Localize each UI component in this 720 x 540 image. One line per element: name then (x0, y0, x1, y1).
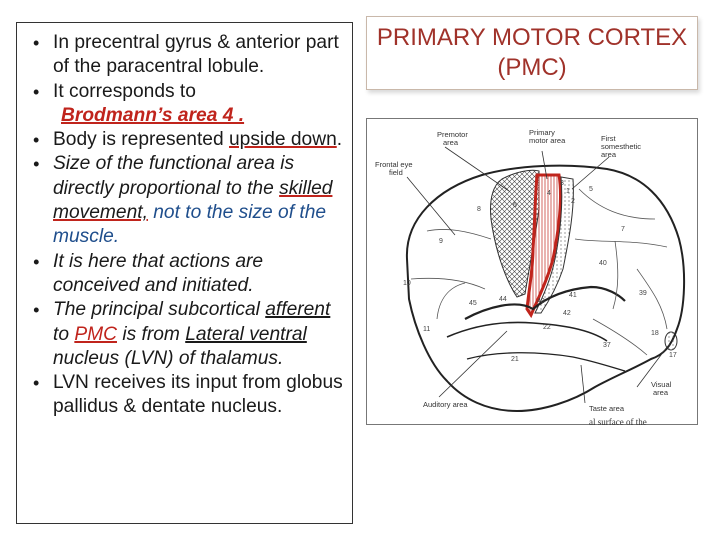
label-visual: Visual (651, 380, 672, 389)
bullet-item-afferent (27, 298, 346, 371)
label-frontal-eye: Frontal eye (375, 160, 413, 169)
slide-title-line1: PRIMARY MOTOR CORTEX (376, 24, 688, 51)
bullet-item-representation (27, 128, 346, 152)
label-first-somesthetic: First (601, 134, 616, 143)
bullet-item-brodmann (27, 80, 346, 129)
label-first-somesthetic-3: area (601, 150, 617, 159)
area-number: 39 (639, 290, 647, 297)
lateral-ventral-text: Lateral ventral (185, 323, 307, 345)
area-number: 6 (513, 202, 517, 209)
label-taste: Taste area (589, 404, 625, 413)
bullet-text: LVN receives its input from globus pallidus & dentate nucleus. (53, 372, 343, 418)
bullet-text: In precentral gyrus & anterior part of the paracentral lobule. (53, 32, 339, 78)
bullet-item-actions (27, 250, 346, 299)
label-primary-motor: Primary (529, 128, 555, 137)
pmc-text: PMC (74, 323, 117, 345)
area-number: 1 (566, 188, 570, 195)
brain-diagram-svg (367, 119, 699, 426)
area-number: 2 (571, 198, 575, 205)
bullet-text: to (53, 323, 75, 345)
bullet-item-lvn-input (27, 371, 346, 420)
area-number: 17 (669, 352, 677, 359)
bullet-item-size (27, 152, 346, 249)
bullet-text: The principal subcortical (53, 299, 266, 321)
area-number: 5 (589, 186, 593, 193)
upside-down-text: upside down (229, 129, 337, 151)
bullet-text: Body is represented (53, 129, 229, 151)
area-number: 8 (477, 206, 481, 213)
label-premotor-2: area (443, 138, 459, 147)
area-number: 43 (537, 298, 545, 305)
area-number: 41 (569, 292, 577, 299)
brain-diagram (366, 118, 698, 425)
area-number: 21 (511, 356, 519, 363)
label-visual-2: area (653, 388, 669, 397)
label-frontal-eye-2: field (389, 168, 403, 177)
brodmann-area-text: Brodmann’s area 4 . (61, 104, 245, 126)
bullet-text: It corresponds to (53, 80, 196, 102)
area-number: 7 (621, 226, 625, 233)
area-number: 42 (563, 310, 571, 317)
slide-title-box (366, 16, 698, 90)
area-number: 11 (423, 326, 431, 333)
area-number: 40 (599, 260, 607, 267)
bullet-text: nucleus (LVN) of thalamus. (53, 347, 284, 369)
area-number: 44 (499, 296, 507, 303)
afferent-text: afferent (265, 299, 331, 321)
bullet-list-panel (16, 22, 353, 524)
bullet-item-location (27, 31, 346, 80)
area-number: 18 (651, 330, 659, 337)
area-number: 22 (543, 324, 551, 331)
area-number: 37 (603, 342, 611, 349)
area-number: 10 (403, 280, 411, 287)
area-number: 45 (469, 300, 477, 307)
skilled-movement-text: skilled movement, (53, 177, 333, 224)
label-first-somesthetic-2: somesthetic (601, 142, 642, 151)
label-primary-motor-2: motor area (529, 136, 566, 145)
area-number: 4 (547, 190, 551, 197)
slide-title-line2: (PMC) (497, 54, 567, 81)
caption-fragment: al surface of the (589, 417, 647, 426)
bullet-text: Size of the functional area is directly proportional to the (53, 153, 295, 199)
bullet-text: . (336, 129, 343, 151)
label-auditory: Auditory area (423, 400, 468, 409)
bullet-list (27, 31, 346, 420)
area-number: 9 (439, 238, 443, 245)
bullet-text-blue: not to the size of the muscle. (53, 202, 327, 248)
bullet-text: It is here that actions are conceived and initiated. (53, 250, 264, 296)
label-premotor: Premotor (437, 130, 468, 139)
bullet-text: is from (116, 323, 186, 345)
area-number: 3 (560, 180, 564, 187)
